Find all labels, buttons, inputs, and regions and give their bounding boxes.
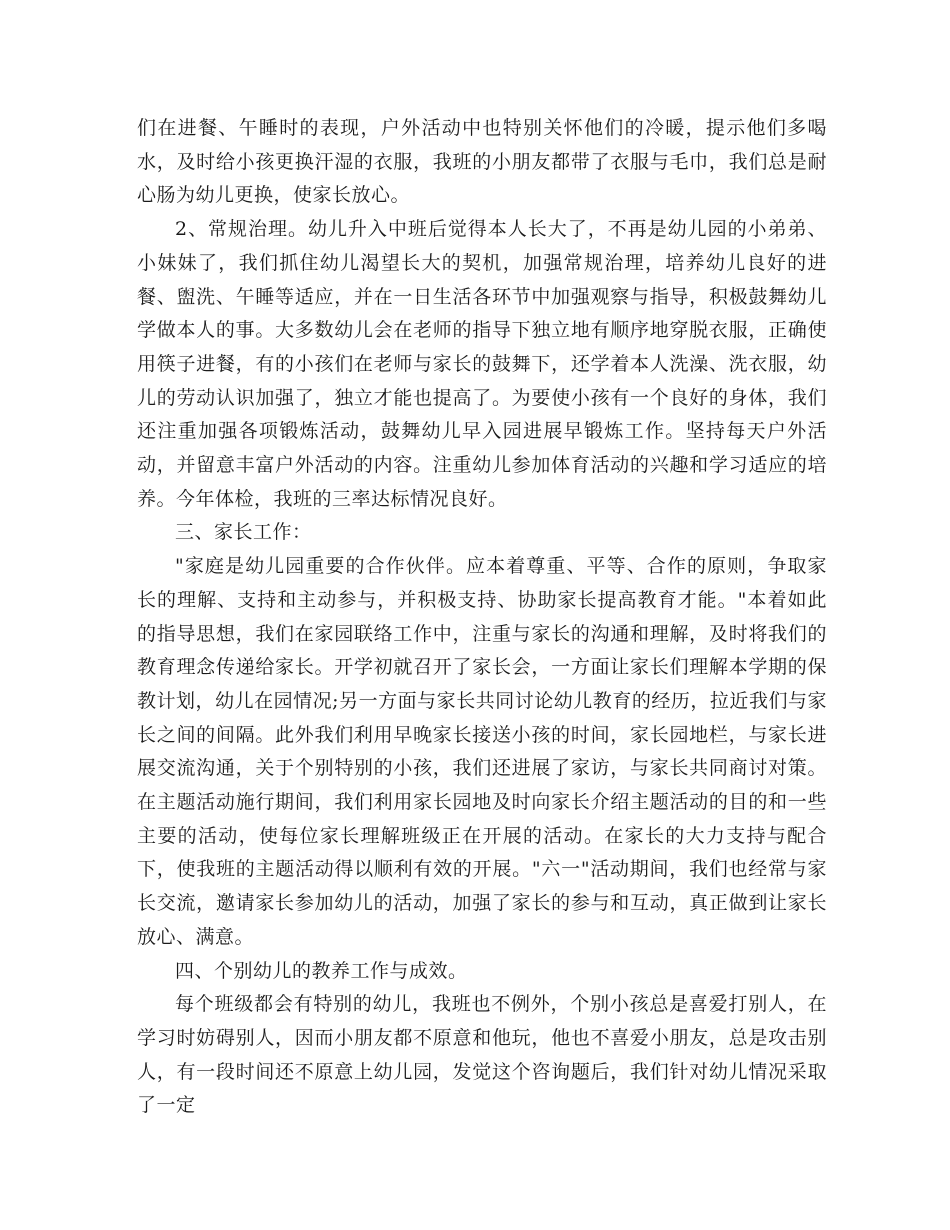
section-heading-individual-children: 四、个别幼儿的教养工作与成效。 [175,959,468,982]
paragraph-1: 们在进餐、午睡时的表现，户外活动中也特别关怀他们的冷暖，提示他们多喝水，及时给小孩更换汗湿的衣服，我班的小朋友都带了衣服与毛巾，我们总是耐心肠为幼儿更换，使家长放心。 [137,117,827,207]
paragraph-4: "家庭是幼儿园重要的合作伙伴。应本着尊重、平等、合作的原则，争取家长的理解、支持和主动参与，并积极支持、协助家长提高教育才能。"本着如此的指导思想，我们在家园联络工作中，注重与家长的沟通和理解，及时将我们的教育理念传递给家长。开学初就召开了家长会，一方面让家长们理解本学期的保教计划，幼儿在园情况;另一方面与家长共同讨论幼儿教育的经历，拉近我们与家长之间的间隔。此外我们利用早晚家长接送小孩的时间，家长园地栏，与家长进展交流沟通，关于个别特别的小孩，我们还进展了家访，与家长共同商讨对策。在主题活动施行期间，我们利用家长园地及时向家长介绍主题活动的目的和一些主要的活动，使每位家长理解班级正在开展的活动。在家长的大力支持与配合下，使我班的主题活动得以顺利有效的开展。"六一"活动期间，我们也经常与家长交流，邀请家长参加幼儿的活动，加强了家长的参与和互动，真正做到让家长放心、满意。 [137,555,827,948]
document-body [137,112,827,1123]
paragraph-2: 2、常规治理。幼儿升入中班后觉得本人长大了，不再是幼儿园的小弟弟、小妹妹了，我们抓住幼儿渴望长大的契机，加强常规治理，培养幼儿良好的进餐、盥洗、午睡等适应，并在一日生活各环节中加强观察与指导，积极鼓舞幼儿学做本人的事。大多数幼儿会在老师的指导下独立地有顺序地穿脱衣服，正确使用筷子进餐，有的小孩们在老师与家长的鼓舞下，还学着本人洗澡、洗衣服，幼儿的劳动认识加强了，独立才能也提高了。为要使小孩有一个良好的身体，我们还注重加强各项锻炼活动，鼓舞幼儿早入园进展早锻炼工作。坚持每天户外活动，并留意丰富户外活动的内容。注重幼儿参加体育活动的兴趣和学习适应的培养。今年体检，我班的三率达标情况良好。 [137,218,827,510]
paragraph-6: 每个班级都会有特别的幼儿，我班也不例外，个别小孩总是喜爱打别人，在学习时妨碍别人，因而小朋友都不原意和他玩，他也不喜爱小朋友，总是攻击别人，有一段时间还不原意上幼儿园，发觉这个咨询题后，我们针对幼儿情况采取了一定 [137,993,827,1117]
section-heading-parent-work: 三、家长工作： [175,521,312,544]
